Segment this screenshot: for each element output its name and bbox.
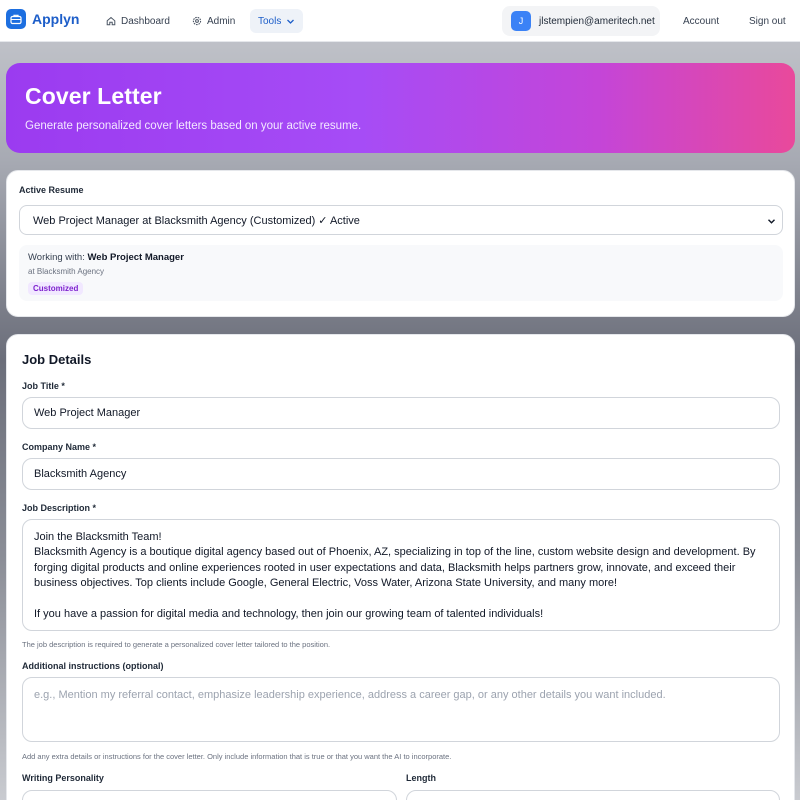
job-description-line: Blacksmith Agency is a boutique digital agency based out of Phoenix, AZ, specializing in top of the line, custom website design and development. By forging digital products and online experiences rooted in user expectations and data, Blacksmith helps partners grow, innovate, and exceed their business objectives. Top clients include Google, General Electric, Voss Water, Arizona State University, and many more! <box>34 546 759 590</box>
working-with-company: at Blacksmith Agency <box>28 267 105 276</box>
top-navigation-bar <box>0 0 800 42</box>
page-title: Cover Letter <box>25 83 162 109</box>
additional-instructions-label: Additional instructions (optional) <box>22 661 164 671</box>
job-details-title: Job Details <box>22 352 92 367</box>
job-description-line: If you have a passion for digital media and technology, then join our growing team of talented individuals! <box>34 608 544 621</box>
additional-instructions-placeholder: e.g., Mention my referral contact, emphasize leadership experience, address a career gap, or any other details you want included. <box>34 689 666 701</box>
company-name-label: Company Name * <box>22 442 97 452</box>
brand[interactable] <box>6 9 79 29</box>
account-link[interactable]: Account <box>683 15 720 27</box>
sign-out-link[interactable]: Sign out <box>749 15 786 27</box>
company-name-input[interactable] <box>22 458 780 490</box>
length-label: Length <box>406 773 436 783</box>
nav-admin-label: Admin <box>207 15 236 27</box>
briefcase-icon <box>6 9 26 29</box>
job-description-line: Join the Blacksmith Team! <box>34 531 162 543</box>
active-resume-select[interactable] <box>19 205 783 235</box>
working-with-title: Web Project Manager <box>87 252 184 263</box>
additional-instructions-textarea[interactable] <box>22 677 780 742</box>
job-title-input[interactable] <box>22 397 780 429</box>
active-resume-label: Active Resume <box>19 185 84 195</box>
customized-badge: Customized <box>28 282 83 295</box>
user-menu[interactable] <box>502 6 660 36</box>
chevron-down-icon <box>767 217 776 226</box>
job-description-label: Job Description * <box>22 503 97 513</box>
job-description-textarea[interactable] <box>22 519 780 631</box>
writing-personality-label: Writing Personality <box>22 773 104 783</box>
additional-instructions-hint: Add any extra details or instructions for the cover letter. Only include information that is true or that you want the AI to incorporate. <box>22 752 452 761</box>
company-name-value: Blacksmith Agency <box>34 468 127 480</box>
avatar: J <box>511 11 531 31</box>
working-with-prefix: Working with: <box>28 252 85 263</box>
chevron-down-icon <box>286 17 295 26</box>
length-select[interactable] <box>406 790 780 800</box>
nav-admin[interactable] <box>192 0 235 42</box>
nav-tools-label: Tools <box>258 15 282 27</box>
nav-tools-dropdown[interactable] <box>250 9 303 33</box>
job-title-label: Job Title * <box>22 381 65 391</box>
writing-personality-select[interactable] <box>22 790 397 800</box>
home-icon <box>106 16 116 26</box>
brand-name: Applyn <box>32 11 80 27</box>
page-header-banner <box>6 63 795 153</box>
job-details-card <box>6 334 795 800</box>
user-email: jlstempien@ameritech.net <box>539 15 655 27</box>
nav-dashboard[interactable] <box>106 0 170 42</box>
active-resume-card <box>6 170 795 317</box>
gear-icon <box>192 16 202 26</box>
working-with-panel <box>19 245 783 301</box>
nav-dashboard-label: Dashboard <box>121 15 170 27</box>
working-with-text <box>28 252 184 263</box>
job-description-line <box>34 592 768 607</box>
active-resume-selected-value: Web Project Manager at Blacksmith Agency (Customized) ✓ Active <box>33 214 360 227</box>
job-title-value: Web Project Manager <box>34 407 141 419</box>
job-description-hint: The job description is required to generate a personalized cover letter tailored to the position. <box>22 640 331 649</box>
page-subtitle: Generate personalized cover letters based on your active resume. <box>25 120 362 132</box>
